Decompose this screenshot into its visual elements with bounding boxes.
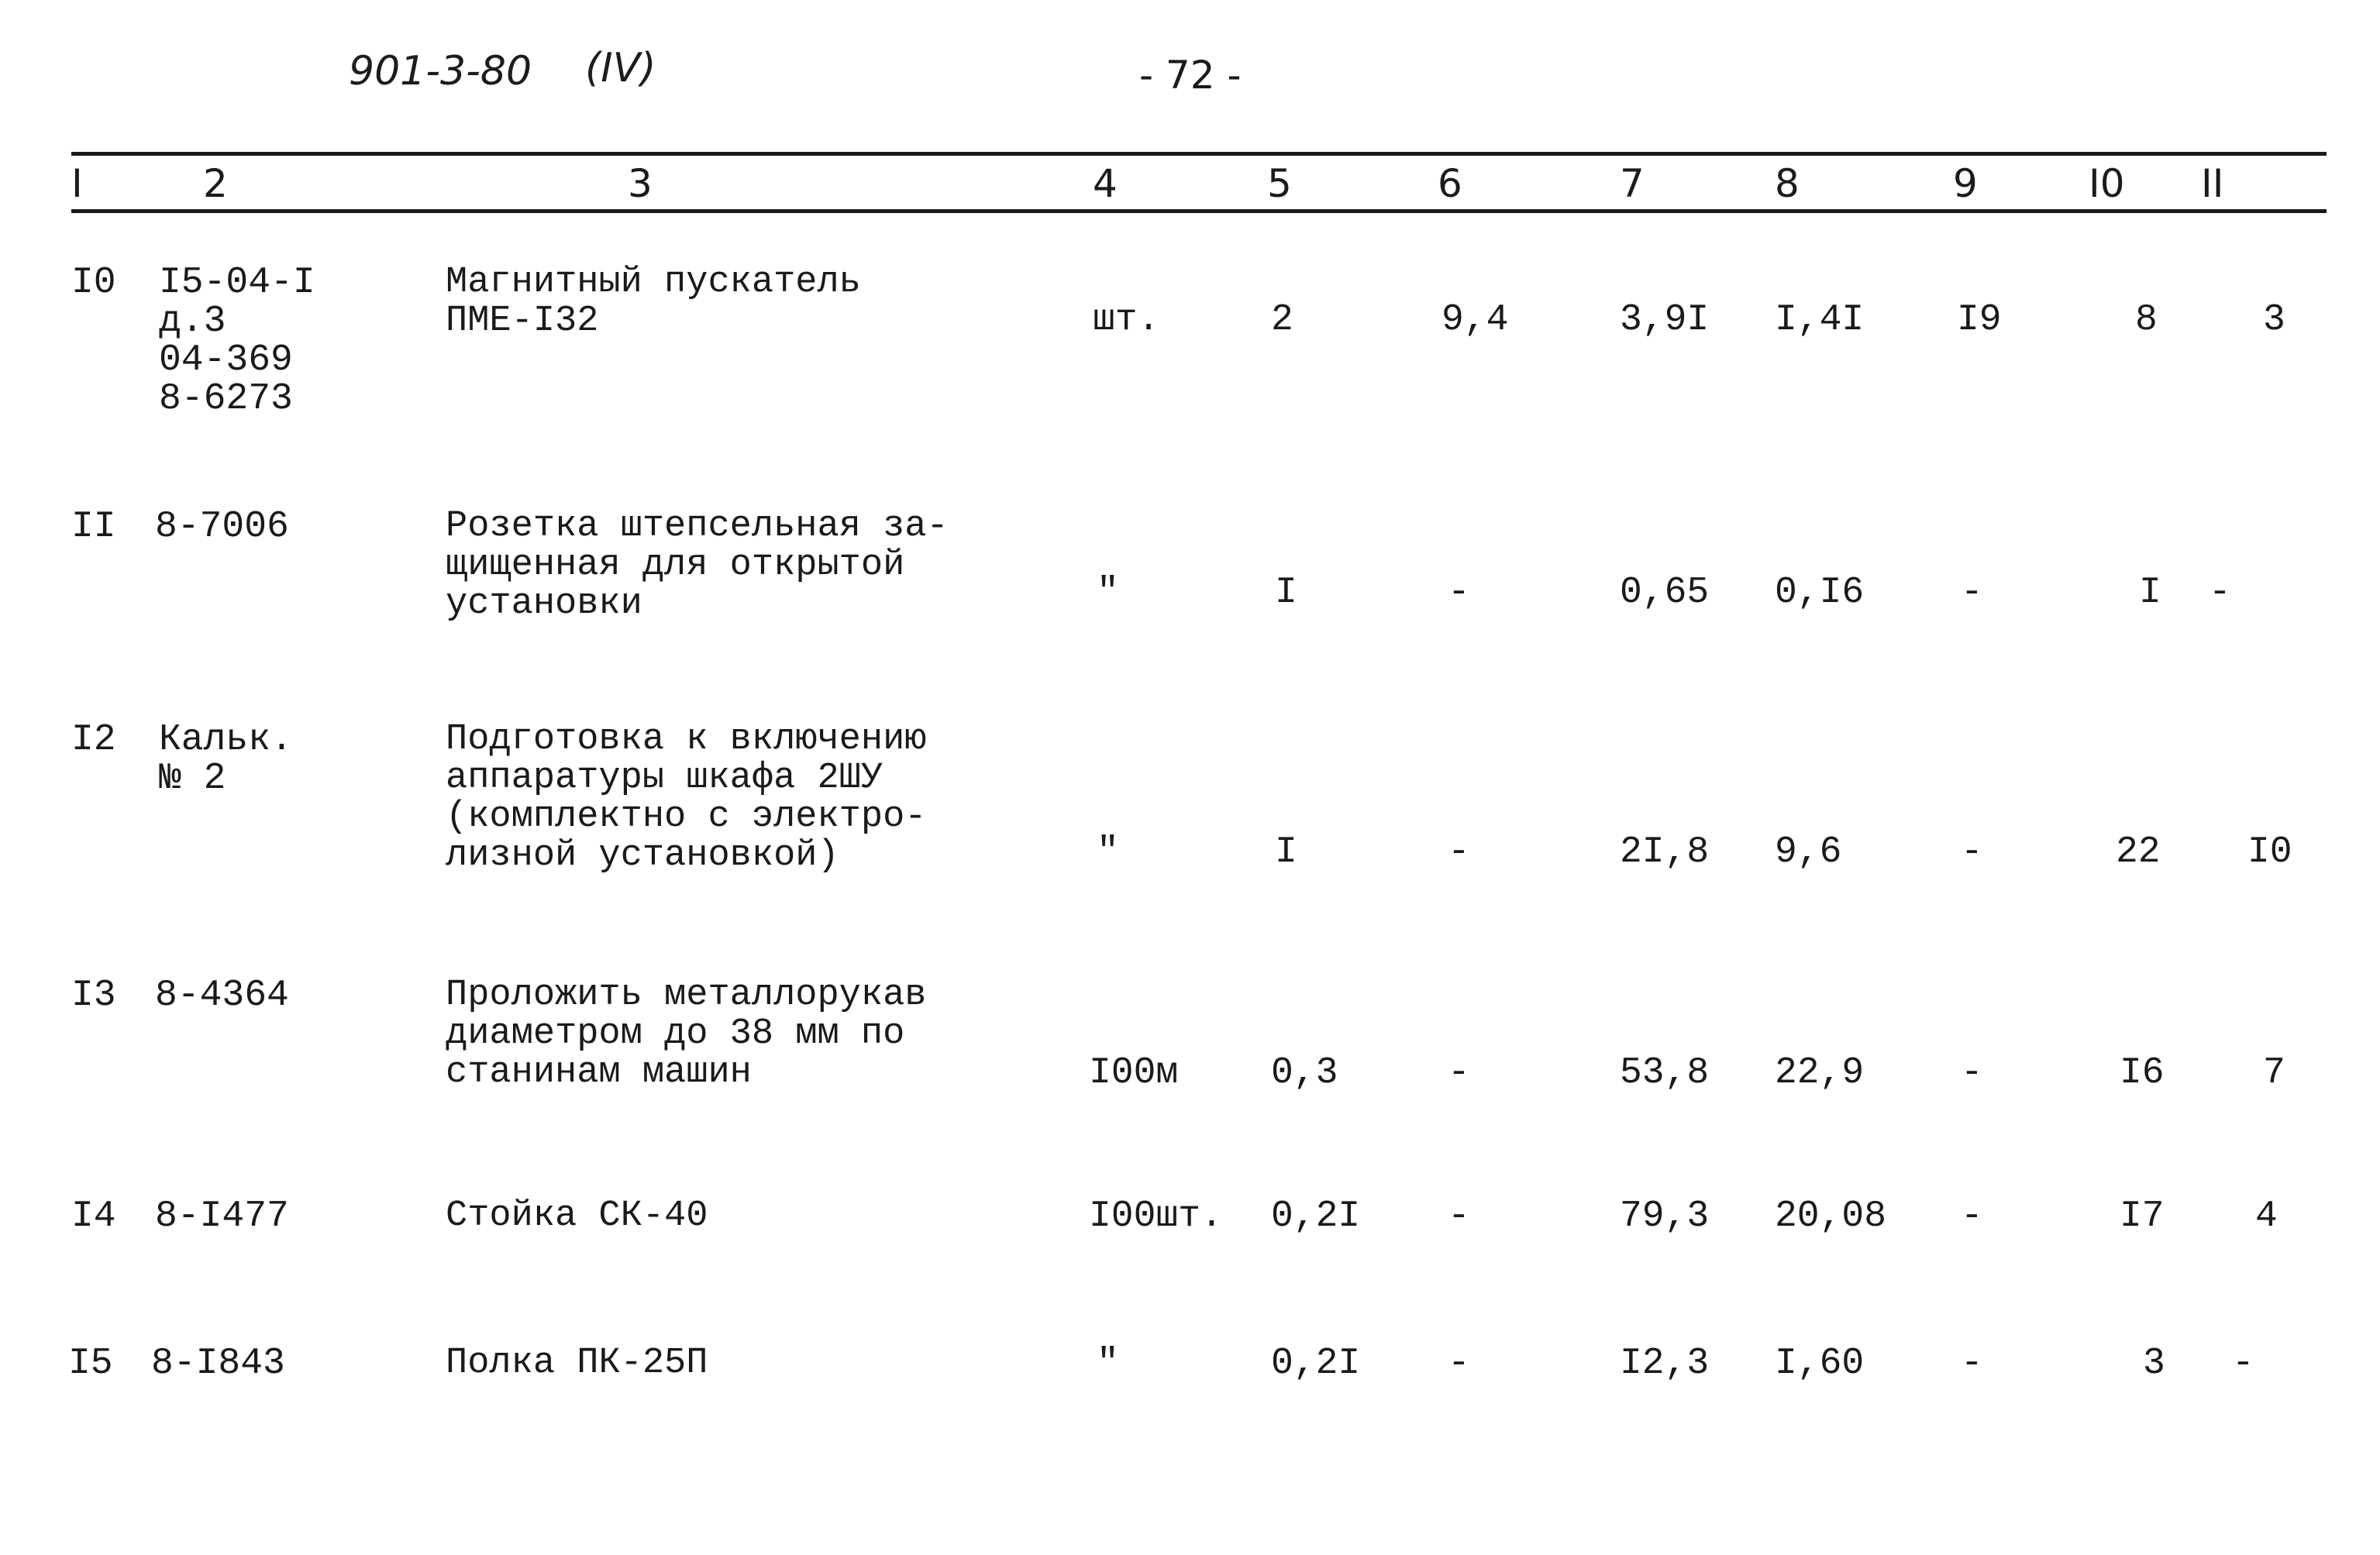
row-col8: 9,6	[1775, 831, 1842, 873]
row-col5: I	[1275, 831, 1297, 873]
row-description: Полка ПК-25П	[446, 1343, 708, 1384]
table-header-rule	[71, 209, 2327, 213]
row-col6: -	[1448, 572, 1470, 614]
row-description: Проложить металлорукав диаметром до 38 мм по станинам машин	[446, 975, 927, 1093]
row-col5: 0,3	[1271, 1052, 1338, 1094]
row-unit: I00м	[1089, 1052, 1179, 1094]
row-col8: I,4I	[1775, 299, 1865, 341]
row-col6: -	[1448, 1195, 1470, 1237]
column-header-3: 3	[628, 161, 653, 206]
row-code: 8-I477	[155, 1195, 289, 1237]
row-code: Кальк. № 2	[159, 719, 293, 800]
column-header-6: 6	[1438, 161, 1462, 206]
row-description: Стойка СК-40	[446, 1195, 708, 1237]
row-number: II	[71, 506, 116, 548]
row-col9: -	[1961, 1195, 1983, 1237]
row-col7: I2,3	[1620, 1343, 1710, 1385]
row-unit: I00шт.	[1089, 1195, 1223, 1237]
row-description: Розетка штепсельная за- щищенная для открытой установки	[446, 506, 949, 624]
row-col6: -	[1448, 1343, 1470, 1385]
row-col10: 3	[2143, 1343, 2165, 1385]
document-code: 901-3-80	[349, 48, 532, 95]
column-header-10: I0	[2089, 161, 2125, 206]
row-col6: 9,4	[1441, 299, 1509, 341]
row-col10: I6	[2120, 1052, 2165, 1094]
row-code: I5-04-I д.3 04-369 8-6273	[159, 262, 315, 420]
row-col5: 0,2I	[1271, 1195, 1361, 1237]
row-col11: 3	[2263, 299, 2285, 341]
row-number: I3	[71, 975, 116, 1017]
row-col7: 79,3	[1620, 1195, 1710, 1237]
row-col11: I0	[2247, 831, 2292, 873]
row-unit: шт.	[1093, 299, 1160, 341]
row-col8: 0,I6	[1775, 572, 1865, 614]
row-col11: -	[2232, 1343, 2254, 1385]
column-header-2: 2	[203, 161, 228, 206]
row-description: Магнитный пускатель ПМЕ-I32	[446, 262, 861, 342]
document-part: (IV)	[585, 45, 656, 91]
column-header-9: 9	[1953, 161, 1978, 206]
row-col10: I	[2139, 572, 2161, 614]
row-unit: "	[1097, 1343, 1119, 1385]
column-header-4: 4	[1093, 161, 1118, 206]
page-number: - 72 -	[1139, 53, 1242, 98]
row-col7: 3,9I	[1620, 299, 1710, 341]
column-header-5: 5	[1267, 161, 1292, 206]
row-col6: -	[1448, 1052, 1470, 1094]
column-header-1: I	[71, 161, 83, 206]
row-col9: -	[1961, 1052, 1983, 1094]
row-description: Подготовка к включению аппаратуры шкафа 2ШУ (комплектно с электро- лизной установкой)	[446, 719, 927, 876]
row-col10: 22	[2116, 831, 2161, 873]
table-top-rule	[71, 152, 2327, 156]
row-unit: "	[1097, 831, 1119, 873]
row-col7: 53,8	[1620, 1052, 1710, 1094]
row-col9: -	[1961, 572, 1983, 614]
row-col10: I7	[2120, 1195, 2165, 1237]
row-col11: -	[2209, 572, 2231, 614]
row-col8: 20,08	[1775, 1195, 1887, 1237]
row-col7: 0,65	[1620, 572, 1710, 614]
column-header-8: 8	[1775, 161, 1800, 206]
column-header-7: 7	[1620, 161, 1645, 206]
row-col9: -	[1961, 831, 1983, 873]
row-col6: -	[1448, 831, 1470, 873]
row-col10: 8	[2135, 299, 2158, 341]
row-col11: 4	[2255, 1195, 2278, 1237]
row-number: I0	[71, 262, 116, 304]
row-code: 8-I843	[151, 1343, 285, 1385]
row-number: I5	[68, 1343, 113, 1385]
row-code: 8-7006	[155, 506, 289, 548]
row-unit: "	[1097, 572, 1119, 614]
row-col5: 0,2I	[1271, 1343, 1361, 1385]
row-col8: 22,9	[1775, 1052, 1865, 1094]
row-number: I2	[71, 719, 116, 761]
row-col8: I,60	[1775, 1343, 1865, 1385]
row-code: 8-4364	[155, 975, 289, 1017]
row-col11: 7	[2263, 1052, 2285, 1094]
row-col9: -	[1961, 1343, 1983, 1385]
row-col5: 2	[1271, 299, 1293, 341]
row-col5: I	[1275, 572, 1297, 614]
column-header-11: II	[2201, 161, 2224, 206]
row-col9: I9	[1957, 299, 2002, 341]
row-col7: 2I,8	[1620, 831, 1710, 873]
row-number: I4	[71, 1195, 116, 1237]
